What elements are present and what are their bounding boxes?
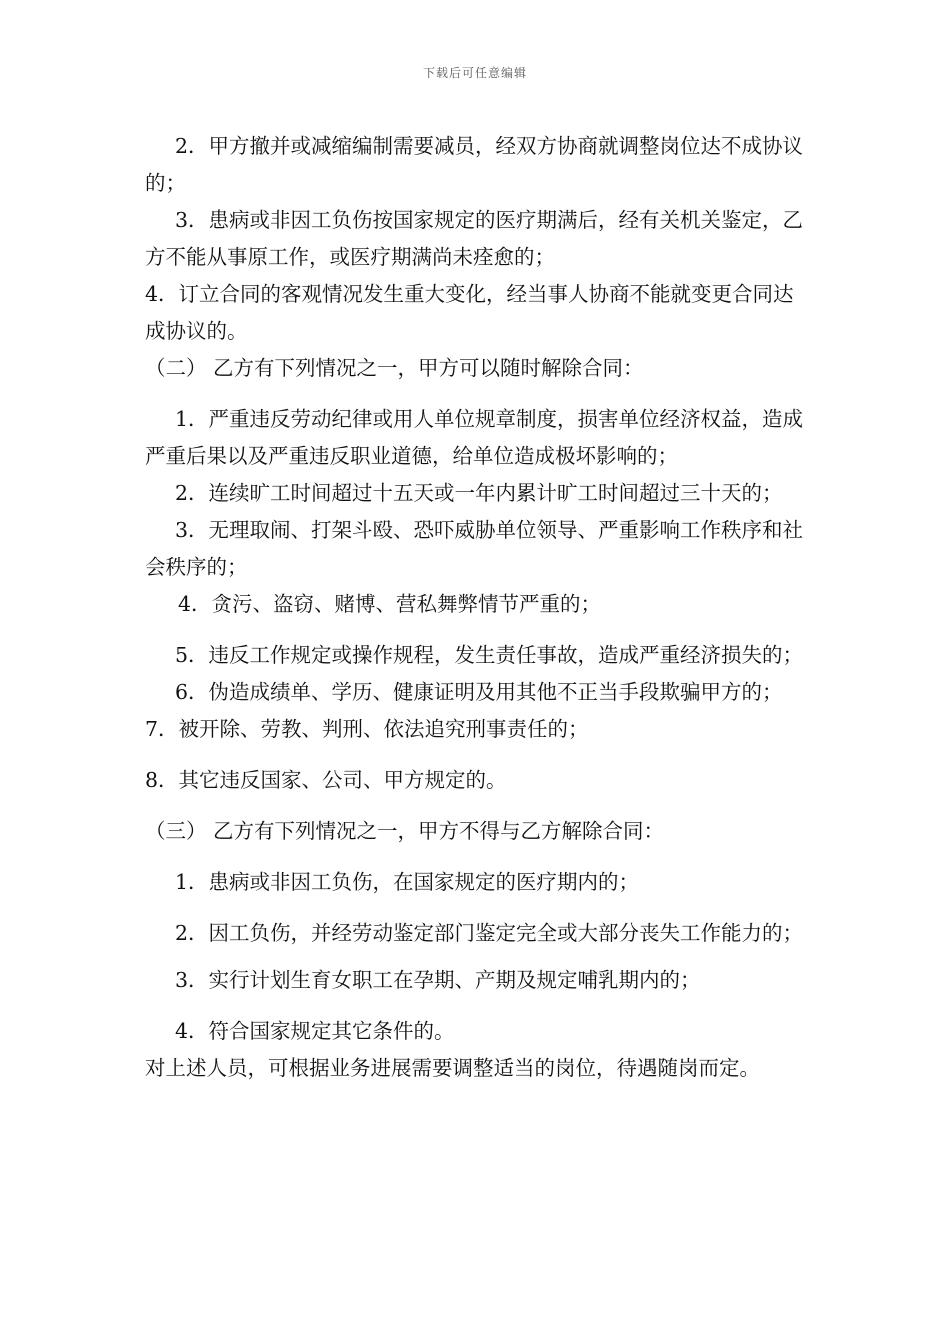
clause-maternity: 3．实行计划生育女职工在孕期、产期及规定哺乳期内的； xyxy=(175,968,701,992)
closing-note: 对上述人员，可根据业务进展需要调整适当的岗位，待遇随岗而定。 xyxy=(145,1056,760,1080)
page-header: 下载后可任意编辑 xyxy=(422,66,527,80)
clause-criminal-liability: 7．被开除、劳教、判刑、依法追究刑事责任的； xyxy=(145,717,589,741)
clause-discipline-violation: 1．严重违反劳动纪律或用人单位规章制度，损害单位经济权益，造成严重后果以及严重违反职业道德，给单位造成极坏影响的； xyxy=(145,407,804,468)
clause-work-injury: 2．因工负伤，并经劳动鉴定部门鉴定完全或大部分丧失工作能力的； xyxy=(175,921,804,945)
clause-disruption: 3．无理取闹、打架斗殴、恐吓威胁单位领导、严重影响工作秩序和社会秩序的； xyxy=(145,518,804,579)
clause-absenteeism: 2．连续旷工时间超过十五天或一年内累计旷工时间超过三十天的； xyxy=(175,481,783,505)
clause-corruption: 4．贪污、盗窃、赌博、营私舞弊情节严重的； xyxy=(178,592,602,616)
document-body xyxy=(145,128,813,1087)
clause-other-violations: 8．其它违反国家、公司、甲方规定的。 xyxy=(145,768,507,792)
clause-other-conditions: 4．符合国家规定其它条件的。 xyxy=(175,1019,455,1043)
section-two-heading: （二） 乙方有下列情况之一，甲方可以随时解除合同： xyxy=(145,356,644,380)
clause-circumstance-change: 4．订立合同的客观情况发生重大变化，经当事人协商不能就变更合同达成协议的。 xyxy=(145,282,794,343)
clause-medical-period: 3．患病或非因工负伤按国家规定的医疗期满后，经有关机关鉴定，乙方不能从事原工作，或医疗期满尚未痊愈的； xyxy=(145,208,804,269)
clause-forgery: 6．伪造成绩单、学历、健康证明及用其他不正当手段欺骗甲方的； xyxy=(175,680,783,704)
section-three-heading: （三） 乙方有下列情况之一，甲方不得与乙方解除合同： xyxy=(145,819,665,843)
clause-liability-accident: 5．违反工作规定或操作规程，发生责任事故，造成严重经济损失的； xyxy=(175,643,804,667)
clause-staff-reduction: 2．甲方撤并或减缩编制需要减员，经双方协商就调整岗位达不成协议的； xyxy=(145,134,804,195)
clause-illness: 1．患病或非因工负伤，在国家规定的医疗期内的； xyxy=(175,870,640,894)
